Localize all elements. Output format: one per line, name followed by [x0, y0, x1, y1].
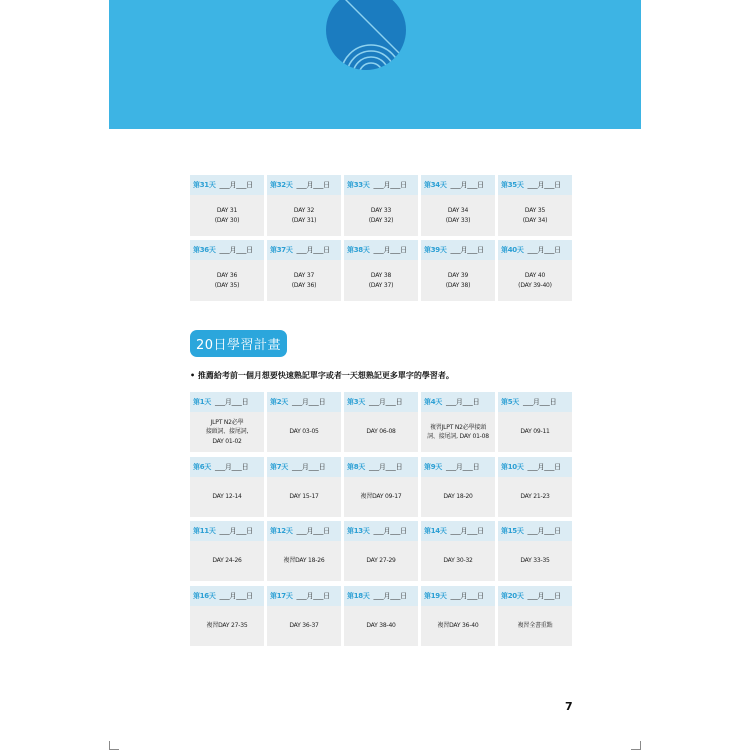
- day-label: 第9天: [424, 462, 442, 471]
- planet-icon: [326, 0, 406, 70]
- schedule-cell: [267, 521, 341, 581]
- schedule-cell: [190, 586, 264, 646]
- cell-content: DAY 24-26: [190, 541, 264, 581]
- cell-content: DAY 09-11: [498, 412, 572, 452]
- date-blanks: ___月___日: [214, 398, 249, 406]
- day-label: 第11天: [193, 527, 216, 535]
- cell-header: [267, 175, 341, 195]
- date-blanks: ___月___日: [373, 527, 407, 535]
- day-label: 第39天: [424, 246, 447, 254]
- date-blanks: ___月___日: [296, 246, 330, 254]
- date-blanks: ___月___日: [214, 462, 249, 471]
- date-blanks: ___月___日: [450, 181, 484, 189]
- schedule-cell: [498, 586, 572, 646]
- date-blanks: ___月___日: [219, 591, 253, 600]
- cell-content: DAY 40 (DAY 39-40): [498, 260, 572, 301]
- schedule-cell: [267, 240, 341, 301]
- cell-header: [344, 521, 418, 541]
- day-label: 第37天: [270, 246, 293, 254]
- schedule-cell: [344, 586, 418, 646]
- cell-content: JLPT N2必學 接頭詞、接尾詞, DAY 01-02: [190, 412, 264, 452]
- planet-illustration: [109, 0, 641, 129]
- cell-content: DAY 18-20: [421, 477, 495, 517]
- cell-content: 複習DAY 27-35: [190, 606, 264, 646]
- day-label: 第36天: [193, 246, 216, 254]
- date-blanks: ___月___日: [296, 527, 330, 535]
- day-label: 第6天: [193, 462, 211, 471]
- cell-content: DAY 30-32: [421, 541, 495, 581]
- schedule-cell: [267, 392, 341, 452]
- schedule-cell: [421, 240, 495, 301]
- cell-header: [190, 175, 264, 195]
- cell-content: DAY 32 (DAY 31): [267, 195, 341, 236]
- schedule-cell: [498, 240, 572, 301]
- header-banner: [109, 0, 641, 129]
- day-label: 第16天: [193, 591, 216, 600]
- plan-title: 20日學習計畫: [190, 330, 287, 357]
- day-label: 第33天: [347, 181, 370, 189]
- date-blanks: ___月___日: [219, 181, 253, 189]
- day-label: 第18天: [347, 591, 370, 600]
- date-blanks: ___月___日: [296, 181, 330, 189]
- cell-header: [498, 240, 572, 260]
- schedule-cell: [344, 392, 418, 452]
- day-label: 第1天: [193, 398, 211, 406]
- cell-content: 複習JLPT N2必學接頭 詞、接尾詞, DAY 01-08: [421, 412, 495, 452]
- cell-content: 複習DAY 36-40: [421, 606, 495, 646]
- day-label: 第13天: [347, 527, 370, 535]
- schedule-cell: [344, 521, 418, 581]
- cell-content: DAY 35 (DAY 34): [498, 195, 572, 236]
- cell-content: 複習全書重點: [498, 606, 572, 646]
- schedule-cell: [498, 175, 572, 236]
- schedule-cell: [498, 392, 572, 452]
- date-blanks: ___月___日: [527, 181, 561, 189]
- day-label: 第40天: [501, 246, 524, 254]
- cell-header: [421, 521, 495, 541]
- plan-description: • 推薦給考前一個月想要快速熟記單字或者一天想熟記更多單字的學習者。: [190, 371, 454, 380]
- day-label: 第3天: [347, 398, 365, 406]
- schedule-cell: [267, 586, 341, 646]
- cell-header: [267, 521, 341, 541]
- day-label: 第38天: [347, 246, 370, 254]
- schedule-cell: [498, 457, 572, 517]
- date-blanks: ___月___日: [368, 462, 403, 471]
- day-label: 第19天: [424, 591, 447, 600]
- schedule-cell: [421, 586, 495, 646]
- cell-header: [190, 240, 264, 260]
- date-blanks: ___月___日: [373, 246, 407, 254]
- cell-header: [190, 392, 264, 412]
- day-label: 第2天: [270, 398, 288, 406]
- day-label: 第7天: [270, 462, 288, 471]
- cell-header: [344, 586, 418, 606]
- schedule-cell: [267, 175, 341, 236]
- cell-header: [498, 392, 572, 412]
- cell-content: DAY 31 (DAY 30): [190, 195, 264, 236]
- day-label: 第17天: [270, 591, 293, 600]
- cell-content: DAY 38-40: [344, 606, 418, 646]
- day-label: 第34天: [424, 181, 447, 189]
- day-label: 第20天: [501, 591, 524, 600]
- date-blanks: ___月___日: [219, 527, 253, 535]
- schedule-cell: [421, 521, 495, 581]
- schedule-cell: [190, 392, 264, 452]
- cell-content: DAY 03-05: [267, 412, 341, 452]
- cell-content: 複習DAY 18-26: [267, 541, 341, 581]
- schedule-cell: [267, 457, 341, 517]
- cell-content: DAY 36 (DAY 35): [190, 260, 264, 301]
- date-blanks: ___月___日: [296, 591, 330, 600]
- day-label: 第12天: [270, 527, 293, 535]
- cell-content: DAY 33-35: [498, 541, 572, 581]
- date-blanks: ___月___日: [450, 246, 484, 254]
- schedule-cell: [190, 240, 264, 301]
- day-label: 第14天: [424, 527, 447, 535]
- cell-header: [344, 175, 418, 195]
- schedule-cell: [421, 175, 495, 236]
- date-blanks: ___月___日: [373, 591, 407, 600]
- date-blanks: ___月___日: [522, 398, 557, 406]
- schedule-grid-20-day-plan: [190, 392, 572, 646]
- page-number: 7: [565, 700, 573, 713]
- cell-content: DAY 36-37: [267, 606, 341, 646]
- day-label: 第35天: [501, 181, 524, 189]
- cell-content: DAY 21-23: [498, 477, 572, 517]
- cell-header: [190, 586, 264, 606]
- cell-header: [190, 521, 264, 541]
- cell-header: [267, 457, 341, 477]
- day-label: 第5天: [501, 398, 519, 406]
- cell-content: DAY 15-17: [267, 477, 341, 517]
- day-label: 第32天: [270, 181, 293, 189]
- cell-header: [344, 240, 418, 260]
- date-blanks: ___月___日: [445, 398, 480, 406]
- cell-content: DAY 38 (DAY 37): [344, 260, 418, 301]
- cell-header: [421, 586, 495, 606]
- day-label: 第10天: [501, 462, 524, 471]
- date-blanks: ___月___日: [368, 398, 403, 406]
- date-blanks: ___月___日: [291, 398, 326, 406]
- cell-header: [421, 175, 495, 195]
- date-blanks: ___月___日: [219, 246, 253, 254]
- day-label: 第8天: [347, 462, 365, 471]
- date-blanks: ___月___日: [527, 591, 561, 600]
- schedule-cell: [421, 457, 495, 517]
- date-blanks: ___月___日: [373, 181, 407, 189]
- cell-header: [344, 392, 418, 412]
- cell-header: [421, 240, 495, 260]
- cell-content: DAY 34 (DAY 33): [421, 195, 495, 236]
- cell-content: DAY 37 (DAY 36): [267, 260, 341, 301]
- schedule-cell: [421, 392, 495, 452]
- date-blanks: ___月___日: [450, 591, 484, 600]
- cell-header: [421, 457, 495, 477]
- cell-content: DAY 39 (DAY 38): [421, 260, 495, 301]
- date-blanks: ___月___日: [527, 462, 561, 471]
- cell-header: [267, 586, 341, 606]
- schedule-grid-days-31-40: [190, 175, 572, 301]
- schedule-cell: [344, 240, 418, 301]
- cell-header: [498, 521, 572, 541]
- day-label: 第31天: [193, 181, 216, 189]
- cell-header: [190, 457, 264, 477]
- date-blanks: ___月___日: [450, 527, 484, 535]
- cell-header: [267, 240, 341, 260]
- day-label: 第15天: [501, 527, 524, 535]
- cell-content: DAY 12-14: [190, 477, 264, 517]
- schedule-cell: [344, 175, 418, 236]
- date-blanks: ___月___日: [527, 527, 561, 535]
- cell-content: DAY 06-08: [344, 412, 418, 452]
- cell-header: [498, 175, 572, 195]
- date-blanks: ___月___日: [445, 462, 480, 471]
- cell-header: [344, 457, 418, 477]
- cell-header: [421, 392, 495, 412]
- schedule-cell: [190, 457, 264, 517]
- date-blanks: ___月___日: [291, 462, 326, 471]
- schedule-cell: [190, 521, 264, 581]
- cell-header: [267, 392, 341, 412]
- schedule-cell: [190, 175, 264, 236]
- cell-content: DAY 27-29: [344, 541, 418, 581]
- cell-header: [498, 586, 572, 606]
- day-label: 第4天: [424, 398, 442, 406]
- cell-header: [498, 457, 572, 477]
- cell-content: 複習DAY 09-17: [344, 477, 418, 517]
- cell-content: DAY 33 (DAY 32): [344, 195, 418, 236]
- schedule-cell: [498, 521, 572, 581]
- date-blanks: ___月___日: [527, 246, 561, 254]
- schedule-cell: [344, 457, 418, 517]
